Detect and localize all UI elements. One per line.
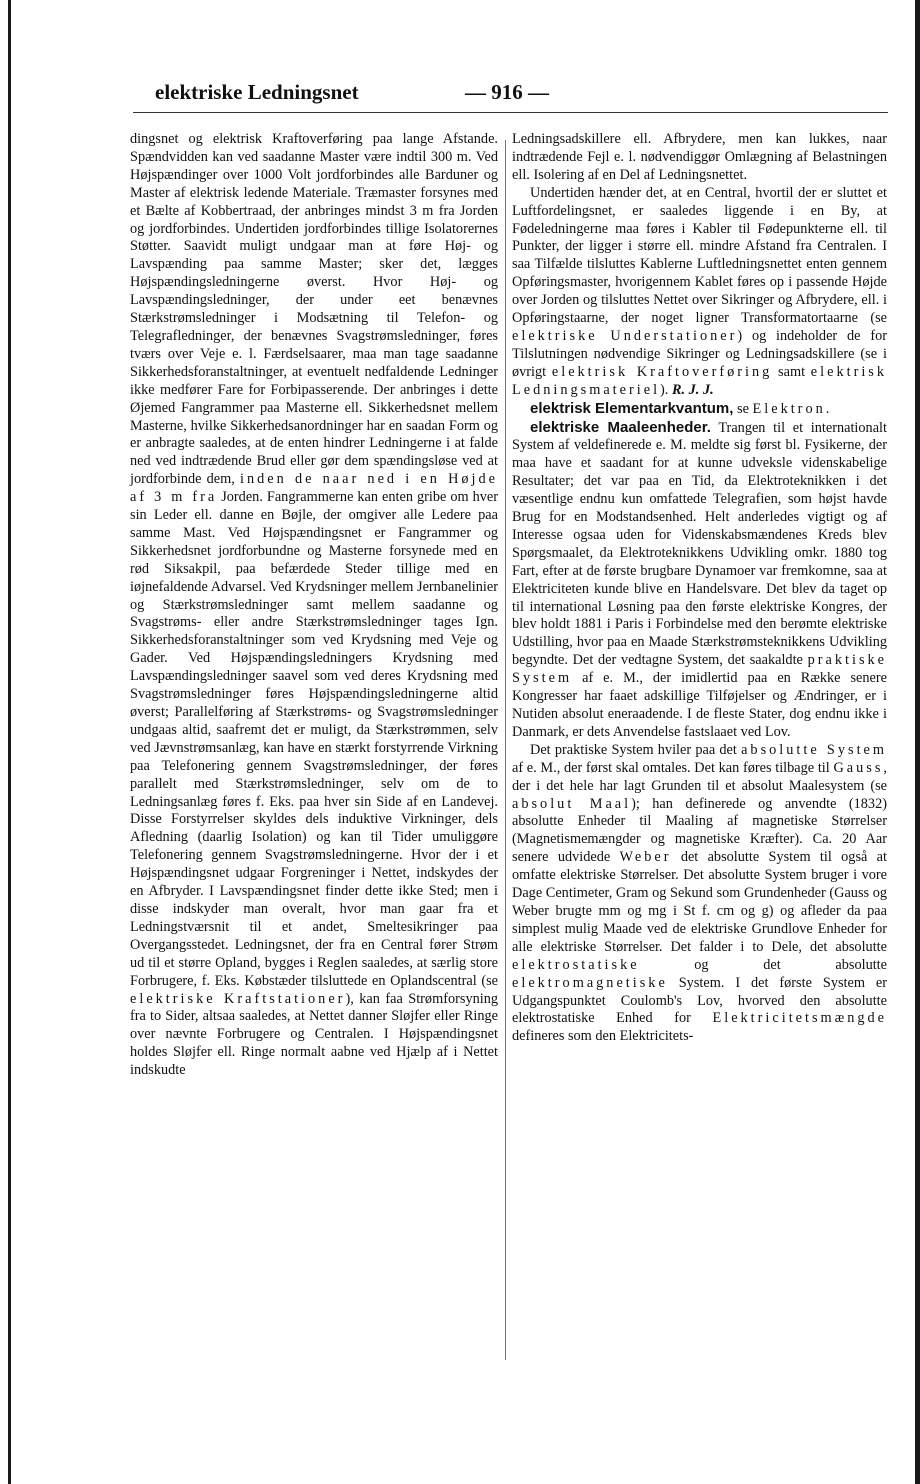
scan-edge-left (8, 0, 11, 1484)
text-segment: Det praktiske System hviler paa det (530, 741, 737, 758)
page-number: — 916 — (465, 80, 549, 104)
text-segment: det absolutte System til også at omfatte elektriske Størrelser. Det absolutte System bruger i vore Dage Centimeter, Gram og Sekund som Grundenheder (Gauss og Weber brugte mm og mg i St f. cm og g) og afleder da paa simplest mulig Maade ved de elektriske Grundlove Enheder for alle elektriske Størrelser. Det falder i to Dele, det absolutte (512, 849, 887, 955)
text-segment: System. I det første System er Udgangspunktet Coulomb's Lov, hvorved den absolutte elektrostatiske Enhed for (512, 974, 887, 1027)
entry-headword: elektriske Maaleenheder. (530, 418, 711, 436)
term-elektricitetsmaengde: Elektricitetsmængde (712, 1010, 888, 1027)
cross-ref-absolut-maal: absolut Maal (512, 795, 632, 812)
cross-ref-praktiske-system: praktiske System (512, 652, 887, 687)
text-segment: af e. M., der imidlertid paa en Række senere Kongresser har faaet adskillige Tilføjelser og Ændringer, er i Nutiden absolut eneraadende. I de fleste Stater, dog endnu ikke i Danmark, er dets Anvendelse fastslaaet ved Lov. (512, 670, 887, 740)
left-text-spaced: inden de naar ned i en Højde af 3 m fra (130, 471, 499, 506)
right-column (512, 131, 887, 1046)
entry-headword: elektrisk Elementarkvantum, (530, 399, 734, 417)
left-text-2: Jorden. Fangrammerne kan enten gribe om hver sin Leder ell. danne en Bøjle, der omgiver alle Ledere paa samme Mast. Ved Højspændingsnet er Fangrammer og Sikkerhedsnet jordforbundne og Masterne forsynede med en rød Siksakpil, paa befærdede Steder tillige med en iøjnefaldende Advarsel. Ved Krydsninger mellem Jernbanelinier og Stærkstrømsledninger samt mellem saadanne og Svagstrøms- eller andre Stærkstrømsledninger tages Ign. Sikkerhedsforanstaltninger som ved Krydsning med Veje og Gader. Ved Højspændingsledningers Krydsning med Lavspændingsledninger saavel som ved deres Krydsning med Svagstrømsledninger føres Højspændingsledningerne altid øverst; Parallelføring af Stærkstrøms- og Svagstrømsledninger undgaas altid, saafremt det er muligt, da Stærkstrømmen, selv ved Jævnstrømsanlæg, kan have en stærkt forstyrrende Virkning paa Telefonering gennem Svagstrømsledninger, der føres parallelt med Stærkstrømsledninger, selv om de to Ledningsanlæg føres f. Eks. paa hver sin Side af en Landevej. Disse Forstyrrelser skyldes dels induktive Virkninger, dels Afledning (daarlig Isolation) og kan til Tider umuliggøre Telefonering gennem Svagstrømsledningerne. Hvor der i et Højspændingsnet udgaar Forgreninger i Nettet, indskydes der en Afbryder. I Lavspændingsnet finder dette ikke Sted; men i disse indskyder man overalt, hvor man gaar fra et Ledningstværsnit til et andet, Smeltesikringer paa Overgangsstedet. Ledningsnet, der fra en Central fører Strøm ud til et større Opland, bygges i Reglen saaledes, at særlig store Forbrugere, f. Eks. Købstæder tilsluttede en Oplandscentral (se (130, 489, 498, 989)
cross-ref-absolutte-system: absolutte System (741, 741, 888, 758)
page-header (130, 80, 890, 110)
cross-ref-elektron: Elektron. (752, 400, 833, 417)
text-segment: ) og indeholder de for Tilslutningen nødvendige Sikringer og Ledningsadskillere (se i øvrigt (512, 327, 887, 380)
text-segment: samt (778, 363, 806, 380)
paragraph-absolutte-system (512, 742, 887, 1046)
name-weber: Weber (619, 849, 672, 866)
author-signature: R. J. J. (671, 381, 714, 398)
text-segment: ). (660, 381, 669, 398)
text-segment: Undertiden hænder det, at en Central, hvortil der er sluttet et Luftfordelingsnet, er saaledes liggende i en By, at Fødeledningerne maa føres i Kabler til Fødepunkterne ell. til Punkter, der ligger i større ell. mindre Afstand fra Centralen. I saa Tilfælde tilsluttes Kablerne Luftledningsnettet enten gennem Opføringsmaster, hvorigennem Kablet føres op i passende Højde over Jorden og tilsluttes Nettet over Sikringer og Afbrydere, ell. i Opføringstaarne, der noget ligner Transformatortaarne (se (512, 184, 887, 327)
text-segment: , der i det hele har lagt Grunden til et absolut Maalesystem (se (512, 759, 887, 794)
left-paragraph (130, 131, 498, 1080)
continuation-paragraph: Ledningsadskillere ell. Afbrydere, men kan lukkes, naar indtrædende Fejl e. l. nødvendiggør Omlægning af Belastningen ell. Isolering af en Del af Ledningsnettet. (512, 131, 887, 183)
scan-edge-right (915, 0, 920, 1484)
term-elektromagnetiske: elektromagnetiske (512, 974, 668, 991)
entry-elementarkvantum (512, 400, 887, 419)
term-elektrostatiske: elektrostatiske (512, 956, 640, 973)
cross-ref-understationer: elektriske Understationer (512, 327, 738, 344)
left-text-1: dingsnet og elektrisk Kraftoverføring paa lange Afstande. Spændvidden kan ved saadanne Master være indtil 300 m. Ved Højspændinger over 1000 Volt jordforbindes alle Barduner og Master af elektrisk ledende Materiale. Træmaster forsynes med et Bælte af Kobbertraad, der anbringes mindst 3 m fra Jorden og jordforbindes. Undertiden jordforbindes tillige Isolatorernes Støtter. Saavidt muligt undgaar man at føre Høj- og Lavspænding paa samme Master; sker det, lægges Højspændingsledningerne øverst. Hvor Høj- og Lavspændingsledninger, der under eet benævnes Stærkstrømsledninger i Modsætning til Telefon- og Telegrafledninger, der benævnes Svagstrømsledninger, føres tværs over Veje e. l. Færdselsaarer, maa man tage saadanne Sikkerhedsforanstaltninger, at eventuelt nedfaldende Ledninger ikke medfører Fare for Forbipasserende. Der anbringes i dette Øjemed Fangrammer paa Masterne ell. Sikkerhedsnet mellem Masterne, hvilke Sikkerhedsanordninger har en saadan Form og er anbragte saaledes, at de enten hindrer Ledningerne i at falde ned ved indtrædende Brud eller gør dem spændingsløse ved at jordforbinde dem, (130, 131, 498, 488)
cross-ref-kraftstationer: elektriske Kraftstationer (130, 990, 346, 1007)
entry-maaleenheder (512, 419, 887, 742)
name-gauss: Gauss (833, 759, 884, 776)
see-label: se (737, 400, 749, 417)
text-segment: og det absolutte (694, 956, 888, 973)
text-segment: af e. M., der først skal omtales. Det kan føres tilbage til (512, 759, 830, 776)
cross-ref-kraftoverforing: elektrisk Kraftoverføring (551, 363, 773, 380)
left-column (130, 131, 498, 1080)
text-segment: defineres som den Elektricitets- (512, 1028, 694, 1045)
cross-ref-ledningsmateriel: elektrisk Ledningsmateriel (512, 363, 888, 398)
left-text-3: ), kan faa Strømforsyning fra to Sider, altsaa saaledes, at Nettet danner Sløjfer eller Ringe over nævnte Forbrugere og Centralen. I Højspændingsnet holdes Sløjfer ell. Ringe normalt aabne ved Hjælp af i Nettet indskudte (130, 990, 499, 1079)
text-segment: ); han definerede og anvendte (1832) absolutte Enheder til Maaling af magnetiske Størrelser (Magnetismemængder og magnetiske Kræfter). Ca. 20 Aar senere udvidede (512, 795, 887, 866)
header-rule (133, 112, 888, 113)
paragraph-kabler (512, 185, 887, 400)
running-head: elektriske Ledningsnet (155, 80, 359, 104)
text-segment: Trangen til et internationalt System af veldefinerede e. M. meldte sig først bl. Fysikerne, der maa have et saadant for at kunne udveksle videnskabelige Resultater; det var paa en Tid, da Elektroteknikken i det væsentlige endnu kun omfattede Telegrafien, som højst havde Brug for en Modstandsenhed. Helt anderledes vigtigt og af Interesse ogsaa uden for Videnskabsmændenes Kreds blev Spørgsmaalet, da Elektroteknikkens Udvikling omkr. 1880 tog Fart, efter at de første brugbare Dynamoer var fremkomne, saa at Elektriciteten kunde blive en Handelsvare. Det blev da taget op til international Løsning paa den første elektriske Kongres, der blev holdt 1881 i Paris i Forbindelse med den berømte elektriske Udstilling, hvor paa en Maade Stærkstrømsteknikkens Udvikling begyndte. Det der vedtagne System, det saakaldte (512, 419, 887, 669)
column-divider (505, 140, 506, 1360)
